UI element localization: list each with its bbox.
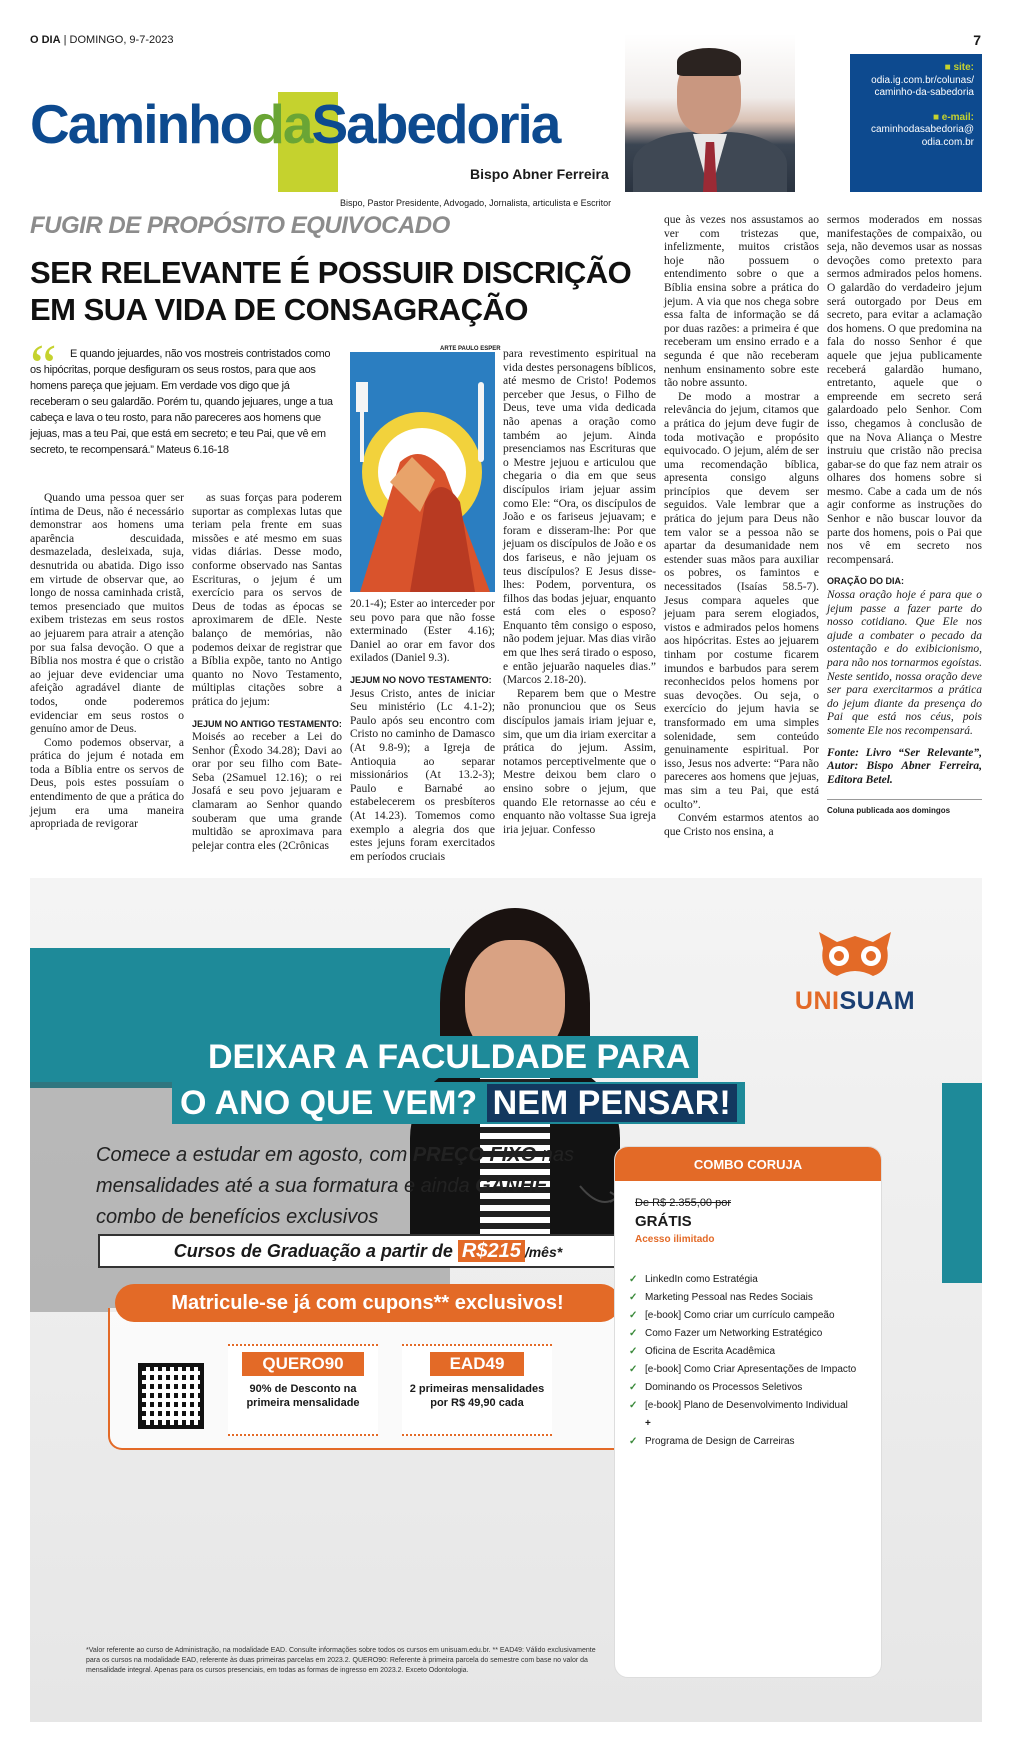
check-icon: ✓ [629,1436,638,1447]
graduation-price-banner[interactable]: Cursos de Graduação a partir de R$215 /mês* [98,1234,638,1268]
page-number: 7 [973,32,981,48]
quote-text: E quando jejuardes, não vos mostreis contristados como os hipócritas, porque desfiguram os seus rostos, para que aos homens pareça que jejuam. Em verdade vos digo que já receberam o seu galardão. Porém tu, quando jejuares, unge a tua cabeça e lava o teu rosto, para não pareceres aos homens que jejuas, mas a teu Pai, que está em secreto; e teu Pai, que vê em secreto, te recompensará.” Mateus 6.16-18 [30,348,333,456]
art-credit: ARTE PAULO ESPER [440,346,501,352]
column-footer: Coluna publicada aos domingos [827,799,982,818]
quote-mark-icon: “ [30,333,57,399]
plus-sign: + [645,1418,651,1429]
article-column-5: que às vezes nos assustamos ao ver com tristezas que, infelizmente, muitos cristãos hoje não possuem o entendimento sobre o que a Bíblia ensina sobre a prática do jejum. A via que nos chega sobre essa falta de informação se dá por duas razões: a primeira é que receberam um ensino errado e a segunda é que não receberam nenhum ensinamento sobre este tão nobre assunto. De modo a mostrar a relevância do jejum, citamos que a prática do jejum deve fugir de toda motivação e propósito equivocado. O jejum, além de ser uma recomendação bíblica, apresenta consigo alguns princípios que devem ser seguidos. Vale lembrar que a prática do jejum para Deus não tem valor se a pessoa não se apartar da desumanidade nem estender suas mãos para auxiliar os pobres, os famintos e necessitados (Isaías 58.5-7). Jesus compara aqueles que jejuam para serem elogiados, vistos e admirados pelos homens aos hipócritas. Estes ao jejuarem tinham por costume ficarem imundos e barbudos para serem reconhecidos pelos homens por suas devoções. Ou seja, o exercício do jejum havia se transformado em uma simples solenidade, sem conteúdo genuinamente espiritual. Por isso, Jesus nos adverte: “Para não pareceres aos homens que jejuas, mas sim a teu Pai, que está oculto”. Convém estarmos atentos ao que Cristo nos ensina, a [664,214,819,838]
check-icon: ✓ [629,1382,638,1393]
combo-coruja-card [614,1146,882,1678]
ad-headline-line-2: O ANO QUE VEM? NEM PENSAR! [172,1082,745,1124]
bible-quote [30,333,340,458]
combo-free-label: GRÁTIS [635,1213,692,1230]
enroll-banner[interactable]: Matricule-se já com cupons** exclusivos! [115,1284,620,1322]
article-column-6: sermos moderados em nossas manifestações de compaixão, ou seja, não devemos usar as nossas devoções como pretexto para sermos admirados pelos homens. O galardão do verdadeiro jejum será outorgado por Deus em secreto, para evitar a aclamação dos homens. O que predomina na fala do nosso Senhor é que aquele que jejua publicamente receberá galardão humano, entretanto, aquele que o empreende em secreto será galardoado pelo Senhor. Com isso, chegamos à conclusão de que na Nova Aliança o Mestre instruiu que cristão não precisa gabar-se do que faz nem atrair os olhares dos homens sobre si mesmo. Cabe a cada um de nós agir conforme as instruções do Senhor e não buscar louvor da parte dos homens, pois o Pai que nos vê em secreto nos recompensará. ORAÇÃO DO DIA: Nossa oração hoje é para que o jejum passe a fazer parte do nosso cotidiano. Que Ele nos ajude a combater o pecado da ostentação e do exibicionismo, para não nos tornarmos egoístas. Neste sentido, nossa oração deve ser para exercitarmos a prática do jejum diante da presença do Pai que está nos céus, pois somente Ele nos recompensará. Fonte: Livro “Ser Relevante”, Autor: Bispo Abner Ferreira, Editora Betel. Coluna publicada aos domingos [827,214,982,818]
article-column-4: para revestimento espiritual na vida destes personagens bíblicos, até mesmo de Cristo! Podemos perceber que Jesus, o Filho de Deus, teve uma vida dedicada não apenas a oração como também ao jejum. Ainda presenciamos nas Escrituras que o Mestre jejuou e articulou que chegaria o dia em que seus discípulos iriam jejuar assim como Ele: “Ora, os discípulos de João e os fariseus jejuavam; e foram e disseram-lhe: Por que jejuam os discípulos de João e os dos fariseus, e não jejuam os teus discípulos? E Jesus disse-lhes: Podem, porventura, os filhos das bodas jejuar, enquanto está com eles o esposo? Enquanto têm consigo o esposo, não podem jejuar. Mas dias virão em que lhes será tirado o esposo, e então jejuarão naqueles dias.” (Marcos 2.18-20). Reparem bem que o Mestre não pronunciou que os Seus discípulos jamais iriam jejuar e, sim, que um dia iriam exercitar a prática do jejum. Assim, notamos perceptivelmente que o Mestre deixou bem claro o ensino sobre o jejum, que quando Ele retornasse ao céu e enquanto não voltasse Sua igreja iria jejuar. Confesso [503,348,656,836]
coupon-description: 2 primeiras mensalidades por R$ 49,90 cada [409,1383,545,1409]
coupon-code: QUERO90 [242,1352,363,1376]
combo-old-price: De R$ 2.355,00 por [635,1197,732,1209]
illustration-graphic [350,352,495,592]
coupon-description: 90% de Desconto na primeira mensalidade [246,1383,360,1409]
email-label: ■ e-mail: [932,111,974,123]
article-column-3: 20.1-4); Ester ao interceder por seu povo para que não fosse exterminado (Ester 4.16); Daniel ao orar em favor dos exilados (Daniel 9.3). JEJUM NO NOVO TESTAMENTO: Jesus Cristo, antes de iniciar Seu ministério (Lc 4.1-2); Paulo após seu encontro com Cristo no caminho de Damasco (At 9.8-9); a Igreja de Antioquia ao separar missionários (At 13.2-3); Paulo e Barnabé ao estabelecerem os presbíteros (At 14.23). Tomemos como exemplo a alegria dos que estes jejuns foram exercitados em períodos cruciais [350,598,495,863]
check-icon: ✓ [629,1400,638,1411]
list-item: ✓ [e-book] Como Criar Apresentações de Impacto [629,1361,869,1379]
owl-icon [815,926,895,982]
list-item: ✓ [e-book] Como criar um currículo campeão [629,1307,869,1325]
unisuam-logo [765,926,945,1016]
newspaper-name: O DIA [30,34,61,46]
list-item: ✓ [e-book] Plano de Desenvolvimento Individual [629,1397,869,1415]
column-title: CaminhodaSabedoria [30,93,560,155]
article-column-2: as suas forças para poderem suportar as complexas lutas que teriam pela frente em suas missões e até mesmo em suas vidas diárias. Desse modo, conforme observado nas Santas Escrituras, o jejum é um exercício para os servos de Deus de todas as épocas se aproximarem de dEle. Neste balanço de memórias, não podemos deixar de registrar que a Bíblia expõe, tanto no Antigo quanto no Novo Testamento, múltiplas citações sobre a prática do jejum: JEJUM NO ANTIGO TESTAMENTO: Moisés ao receber a Lei do Senhor (Êxodo 34.28); Davi ao orar por seu filho com Bate-Seba (2Samuel 12.16); o rei Josafá e seu povo jejuaram e clamaram ao Senhor quando souberam que uma grande multidão se aproximava para pelejar contra eles (2Crônicas [192,492,342,852]
article-column-1: Quando uma pessoa quer ser íntima de Deus, não é necessário demonstrar aos homens uma aparência descuidada, desmazelada, desleixada, suja, desnutrida ou abatida. Digo isso em virtude de observar que, ao longo de nossa caminhada cristã, temos presenciado que muitos exibem tristezas em seus rostos ao jejuarem para atrair a atenção por sua falsa devoção. O que a Bíblia nos mostra é que o cristão ao jejuar deve evidenciar uma afeição agradável diante de todos, onde poderemos evidenciar em seus rostos o genuíno amor de Deus. Como podemos observar, a prática do jejum é notada em toda a Bíblia entre os servos de Deus, pois estes possuíam o entendimento de que a prática do jejum era uma maneira apropriada de revigorar [30,492,184,831]
unisuam-wordmark: UNISUAM [794,987,916,1015]
article-headline: SER RELEVANTE É POSSUIR DISCRIÇÃO EM SUA VIDA DE CONSAGRAÇÃO [30,255,632,327]
list-item: ✓ Oficina de Escrita Acadêmica [629,1343,869,1361]
check-icon: ✓ [629,1328,638,1339]
prayer-label: ORAÇÃO DO DIA: [827,576,904,587]
ad-headline-line-1: DEIXAR A FACULDADE PARA [200,1036,698,1078]
issue-date: DOMINGO, 9-7-2023 [69,34,174,46]
coupon-ead49[interactable] [402,1344,552,1436]
site-url[interactable]: odia.ig.com.br/colunas/ caminho-da-sabedoria [871,74,974,98]
list-item: ✓ Como Fazer um Networking Estratégico [629,1325,869,1343]
subhead-old-testament: JEJUM NO ANTIGO TESTAMENTO: [192,718,342,729]
list-item: ✓ Programa de Design de Carreiras [629,1433,869,1451]
combo-access-label: Acesso ilimitado [635,1234,715,1245]
article-source: Fonte: Livro “Ser Relevante”, Autor: Bispo Abner Ferreira, Editora Betel. [827,746,982,786]
contact-box [850,54,982,192]
author-name: Bispo Abner Ferreira [470,166,609,182]
check-icon: ✓ [629,1274,638,1285]
price-tag: R$215 [458,1240,525,1262]
author-photo [625,34,795,192]
combo-benefits-list [629,1271,869,1451]
check-icon: ✓ [629,1364,638,1375]
combo-title: COMBO CORUJA [615,1147,881,1181]
list-item: ✓ LinkedIn como Estratégia [629,1271,869,1289]
list-item: ✓ Marketing Pessoal nas Redes Sociais [629,1289,869,1307]
ad-lede: Comece a estudar em agosto, com PREÇO FIXO nas mensalidades até a sua formatura e ainda GANHE combo de benefícios exclusivos [96,1144,574,1228]
site-label: ■ site: [944,62,974,73]
qr-code-icon[interactable] [138,1363,204,1429]
unisuam-advertisement [30,878,982,1722]
masthead-divider: | [63,34,70,46]
coupon-quero90[interactable] [228,1344,378,1436]
subhead-new-testament: JEJUM NO NOVO TESTAMENTO: [350,674,492,685]
prayer-text: Nossa oração hoje é para que o jejum passe a fazer parte do nosso cotidiano. Que Ele nos ajude a combater o pecado da ostentação e do exibicionismo, para não nos tornarmos egoístas. Neste sentido, nossa oração deve ser para exercitarmos a prática do jejum diante da presença do Pai que está nos céus, pois somente Ele nos recompensará. [827,589,982,737]
check-icon: ✓ [629,1292,638,1303]
page-masthead [30,34,981,52]
coupon-code: EAD49 [430,1352,525,1376]
ad-teal-stripe [942,1083,982,1283]
check-icon: ✓ [629,1346,638,1357]
list-item: ✓ Dominando os Processos Seletivos [629,1379,869,1397]
fasting-illustration [350,352,495,592]
ad-headline-emphasis: NEM PENSAR! [487,1084,737,1122]
email-address[interactable]: caminhodasabedoria@ odia.com.br [871,124,974,148]
article-kicker: FUGIR DE PROPÓSITO EQUIVOCADO [30,212,450,239]
ad-fine-print: *Valor referente ao curso de Administração, na modalidade EAD. Consulte informações sobre todos os cursos em unisuam.edu.br. ** EAD49: Válido exclusivamente para os cursos na modalidade EAD, referente às duas primeiras parcelas em 2023.2. QUERO90: Referente à primeira parcela do semestre com base no valor da mensalidade integral. Apenas para os cursos presenciais, em todas as formas de ingresso em 2023.2. Exceto Odontologia. [86,1647,596,1674]
author-bio: Bispo, Pastor Presidente, Advogado, Jornalista, articulista e Escritor [340,198,612,208]
check-icon: ✓ [629,1310,638,1321]
